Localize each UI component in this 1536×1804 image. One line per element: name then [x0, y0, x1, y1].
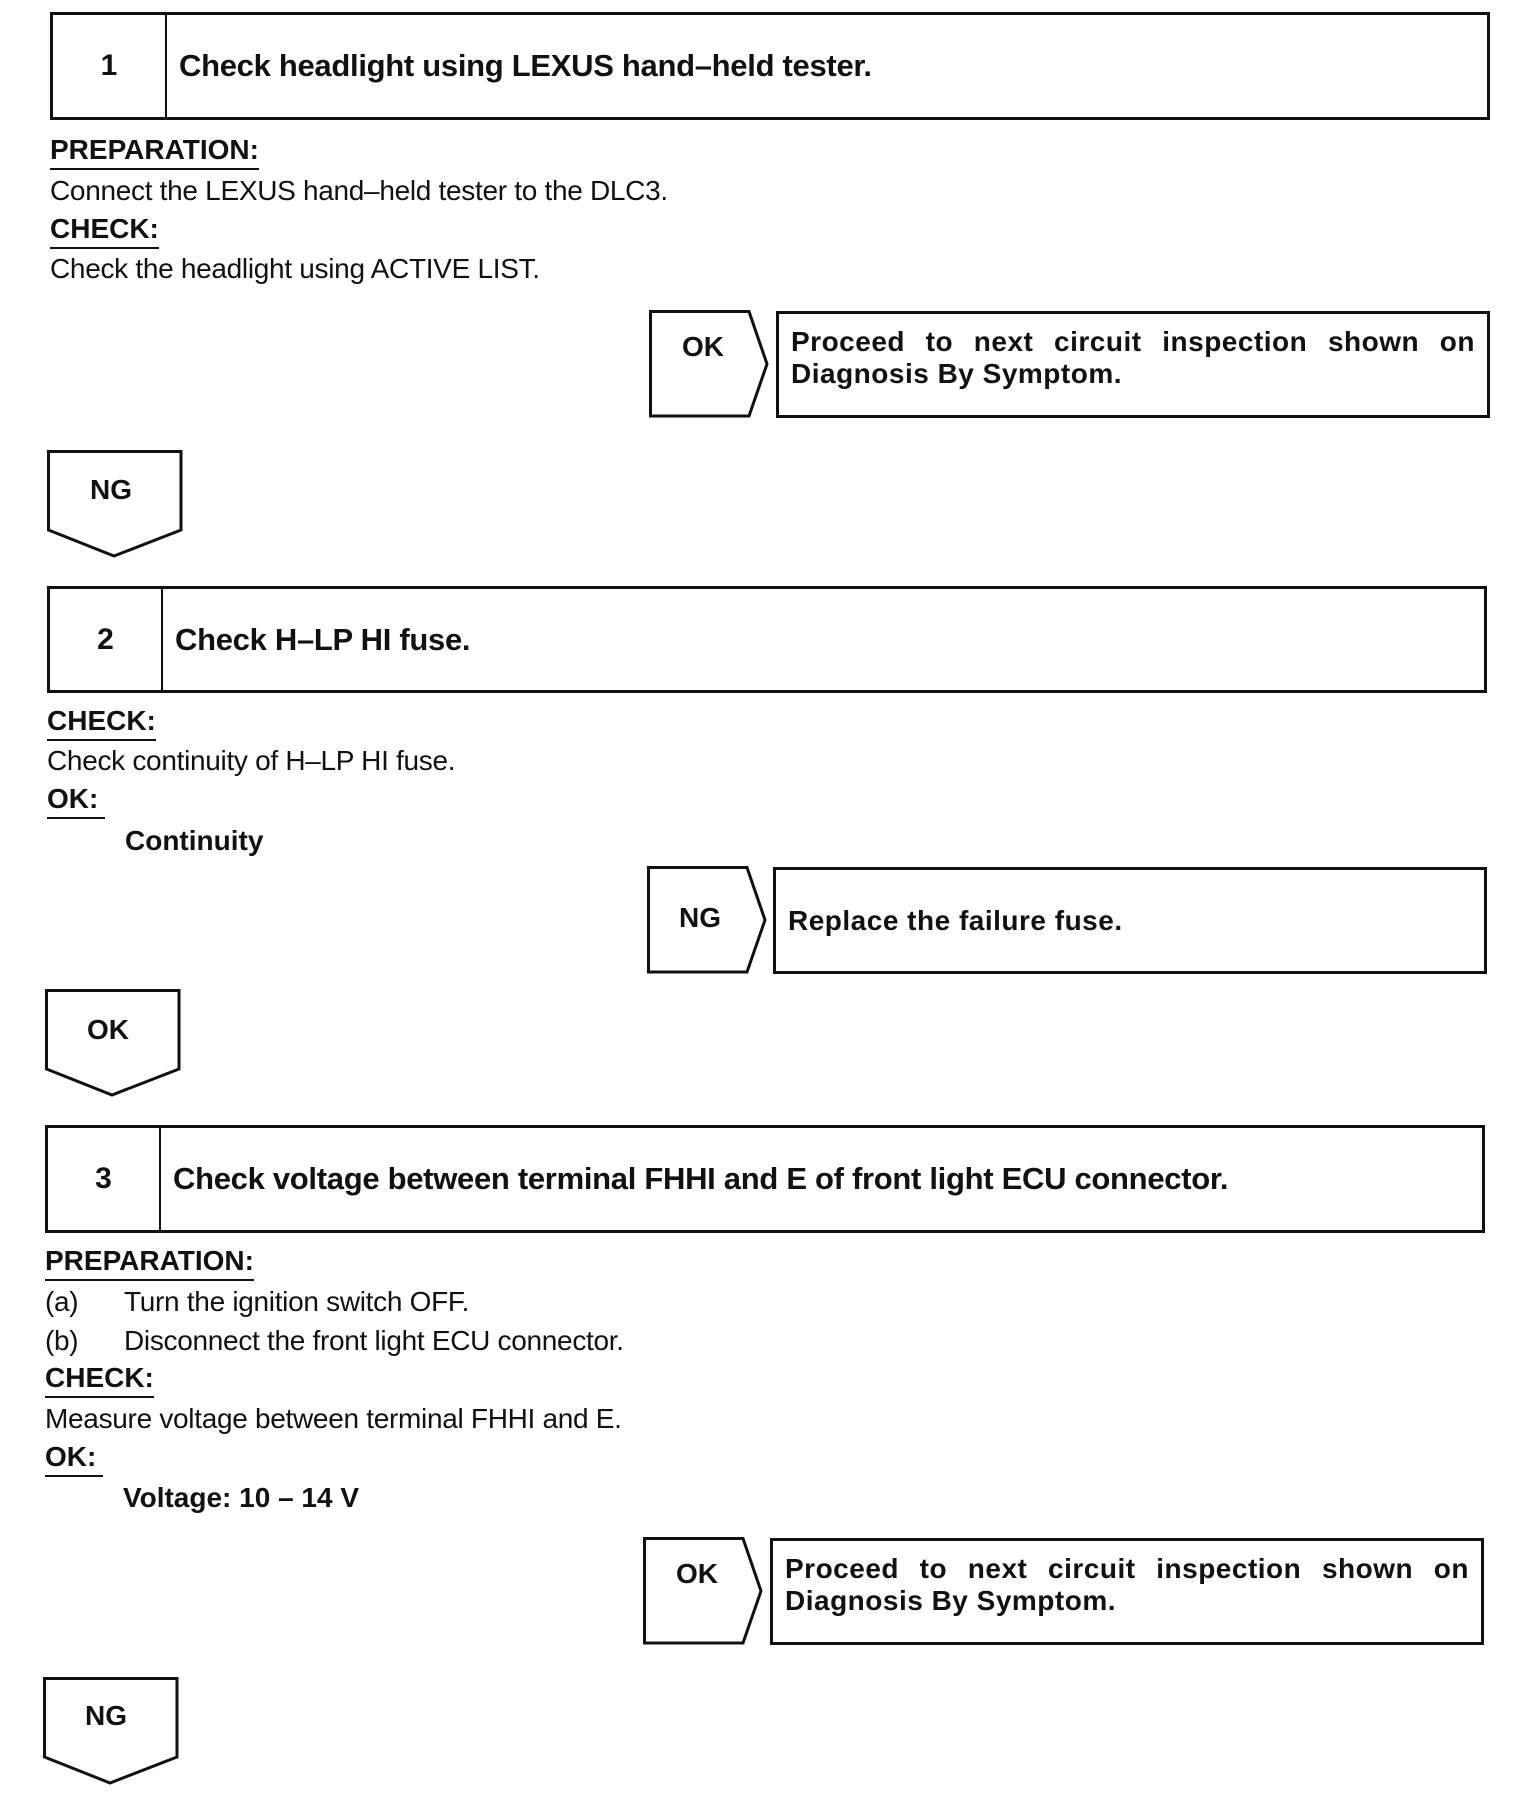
step-number: 2 [50, 589, 163, 690]
check-label: CHECK: [47, 703, 156, 741]
result-line-2: Diagnosis By Symptom. [785, 1585, 1117, 1616]
step-title: Check voltage between terminal FHHI and E of front light ECU connector. [173, 1161, 1229, 1196]
step-title: Check H–LP HI fuse. [175, 621, 471, 657]
ok-label: OK: [45, 1439, 103, 1477]
check-text: Check continuity of H–LP HI fuse. [47, 745, 456, 776]
result-box [770, 1538, 1484, 1645]
step-2-header [47, 586, 1487, 693]
result-text: Replace the failure fuse. [788, 904, 1123, 936]
step-1-header [50, 12, 1490, 120]
preparation-label: PREPARATION: [50, 132, 259, 170]
preparation-label: PREPARATION: [45, 1243, 254, 1281]
step-title: Check headlight using LEXUS hand–held tester. [179, 48, 872, 83]
check-text: Check the headlight using ACTIVE LIST. [50, 253, 540, 284]
check-label: CHECK: [45, 1360, 154, 1398]
down-branch-label: OK [87, 1014, 129, 1045]
branch-label: OK [682, 331, 724, 362]
ok-branch-arrow [649, 310, 769, 418]
ok-label: OK: [47, 781, 105, 819]
ok-branch-arrow [643, 1537, 763, 1645]
prep-item-text: Turn the ignition switch OFF. [124, 1286, 470, 1317]
branch-label: NG [679, 902, 721, 933]
down-branch-label: NG [90, 474, 132, 505]
ok-value: Continuity [125, 825, 264, 856]
step-number: 1 [53, 15, 167, 117]
branch-label: OK [676, 1558, 718, 1589]
check-text: Measure voltage between terminal FHHI and E. [45, 1403, 622, 1434]
step-3-header [45, 1125, 1485, 1233]
check-label: CHECK: [50, 211, 159, 249]
prep-item-marker: (a) [45, 1286, 79, 1317]
step-number: 3 [48, 1128, 161, 1230]
result-box [773, 867, 1487, 974]
result-line-1: Proceed to next circuit inspection shown on [791, 326, 1475, 357]
ok-value: Voltage: 10 – 14 V [123, 1482, 360, 1513]
result-box [776, 311, 1490, 418]
preparation-text: Connect the LEXUS hand–held tester to the DLC3. [50, 175, 668, 206]
prep-item-text: Disconnect the front light ECU connector. [124, 1325, 624, 1356]
result-line-1: Proceed to next circuit inspection shown on [785, 1553, 1469, 1584]
down-branch-label: NG [85, 1700, 127, 1731]
prep-item-marker: (b) [45, 1325, 79, 1356]
result-line-2: Diagnosis By Symptom. [791, 358, 1123, 389]
